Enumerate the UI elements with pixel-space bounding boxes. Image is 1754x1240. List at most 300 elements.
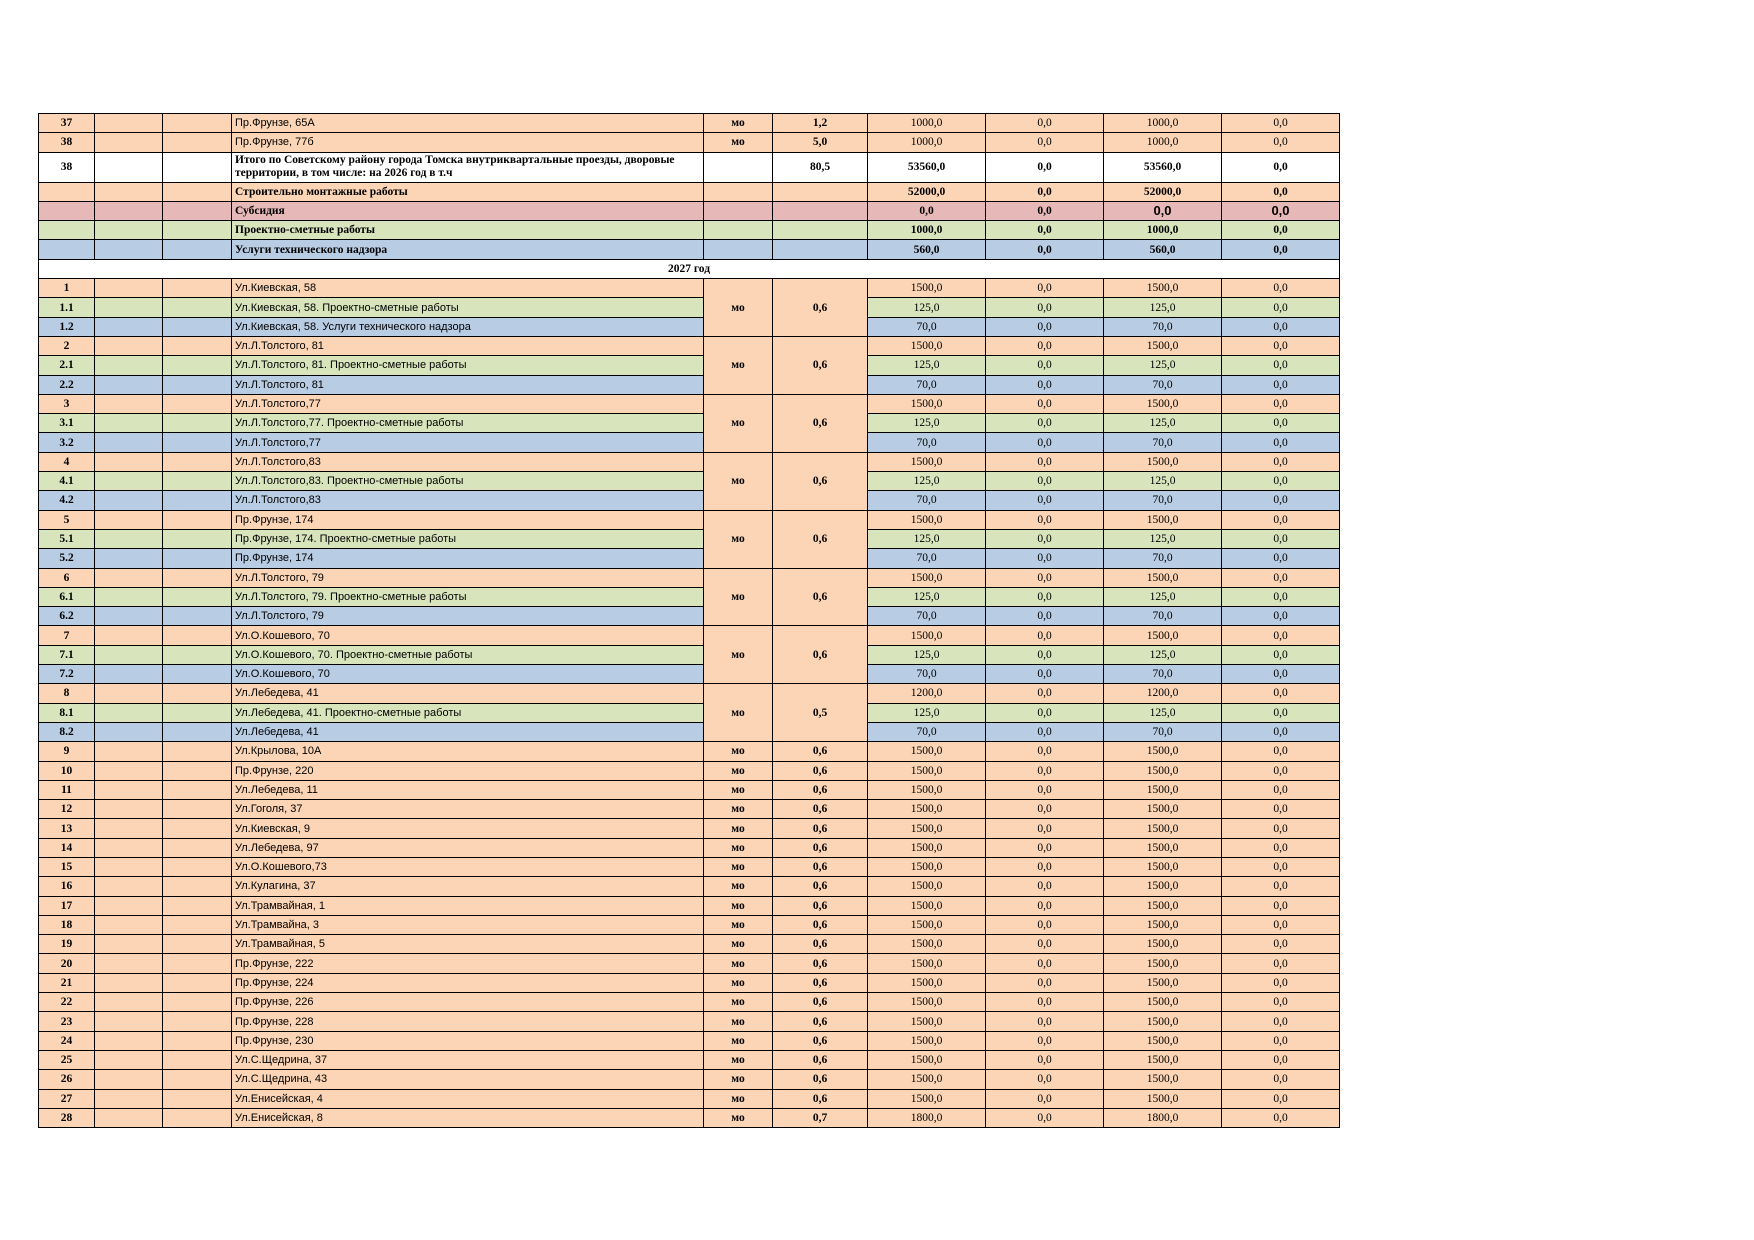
table-row (39, 152, 1340, 182)
unit-cell: мо (704, 954, 773, 973)
other-amount-cell: 0,0 (1222, 857, 1340, 876)
federal-amount-cell: 0,0 (986, 857, 1104, 876)
address-cell: Ул.Трамвайная, 1 (232, 896, 704, 915)
empty-cell-b (163, 915, 232, 934)
other-amount-cell: 0,0 (1222, 1070, 1340, 1089)
row-number-cell: 3.2 (39, 433, 95, 452)
table-row (39, 1012, 1340, 1031)
total-amount-cell: 0,0 (868, 201, 986, 220)
total-amount-cell: 70,0 (868, 433, 986, 452)
total-amount-cell: 1500,0 (868, 1031, 986, 1050)
other-amount-cell: 0,0 (1222, 1012, 1340, 1031)
quantity-cell: 0,6 (773, 993, 868, 1012)
address-cell: Пр.Фрунзе, 224 (232, 973, 704, 992)
table-row (39, 1108, 1340, 1127)
empty-cell-a (95, 954, 163, 973)
total-amount-cell: 125,0 (868, 298, 986, 317)
federal-amount-cell: 0,0 (986, 356, 1104, 375)
federal-amount-cell: 0,0 (986, 722, 1104, 741)
address-cell: Ул.О.Кошевого, 70. Проектно-сметные работы (232, 645, 704, 664)
federal-amount-cell: 0,0 (986, 665, 1104, 684)
empty-cell-a (95, 394, 163, 413)
total-amount-cell: 1500,0 (868, 1012, 986, 1031)
empty-cell-a (95, 240, 163, 259)
address-cell: Ул.О.Кошевого, 70 (232, 626, 704, 645)
unit-cell: мо (704, 800, 773, 819)
unit-cell: мо (704, 394, 773, 452)
local-amount-cell: 70,0 (1104, 491, 1222, 510)
federal-amount-cell: 0,0 (986, 645, 1104, 664)
federal-amount-cell: 0,0 (986, 1108, 1104, 1127)
local-amount-cell: 1500,0 (1104, 993, 1222, 1012)
row-number-cell: 7 (39, 626, 95, 645)
row-number-cell: 38 (39, 152, 95, 182)
row-number-cell: 20 (39, 954, 95, 973)
empty-cell-a (95, 607, 163, 626)
federal-amount-cell: 0,0 (986, 549, 1104, 568)
empty-cell-b (163, 935, 232, 954)
empty-cell-a (95, 857, 163, 876)
row-number-cell: 1.2 (39, 317, 95, 336)
empty-cell-a (95, 1089, 163, 1108)
row-number-cell: 18 (39, 915, 95, 934)
unit-cell: мо (704, 1012, 773, 1031)
row-number-cell: 13 (39, 819, 95, 838)
other-amount-cell: 0,0 (1222, 838, 1340, 857)
empty-cell-b (163, 857, 232, 876)
federal-amount-cell: 0,0 (986, 152, 1104, 182)
other-amount-cell: 0,0 (1222, 414, 1340, 433)
table-row (39, 1031, 1340, 1050)
federal-amount-cell: 0,0 (986, 1089, 1104, 1108)
row-number-cell: 15 (39, 857, 95, 876)
table-row (39, 568, 1340, 587)
table-row (39, 491, 1340, 510)
federal-amount-cell: 0,0 (986, 587, 1104, 606)
total-amount-cell: 1000,0 (868, 221, 986, 240)
empty-cell-b (163, 800, 232, 819)
quantity-cell: 0,6 (773, 838, 868, 857)
total-amount-cell: 125,0 (868, 414, 986, 433)
row-number-cell: 25 (39, 1050, 95, 1069)
row-number-cell: 6.2 (39, 607, 95, 626)
other-amount-cell: 0,0 (1222, 954, 1340, 973)
quantity-cell: 0,6 (773, 857, 868, 876)
quantity-cell: 0,6 (773, 954, 868, 973)
total-amount-cell: 1500,0 (868, 800, 986, 819)
other-amount-cell: 0,0 (1222, 298, 1340, 317)
row-number-cell: 3.1 (39, 414, 95, 433)
table-row (39, 993, 1340, 1012)
local-amount-cell: 125,0 (1104, 587, 1222, 606)
empty-cell-a (95, 703, 163, 722)
federal-amount-cell: 0,0 (986, 491, 1104, 510)
federal-amount-cell: 0,0 (986, 1031, 1104, 1050)
unit-cell (704, 152, 773, 182)
federal-amount-cell: 0,0 (986, 472, 1104, 491)
quantity-cell (773, 201, 868, 220)
unit-cell: мо (704, 336, 773, 394)
other-amount-cell: 0,0 (1222, 780, 1340, 799)
federal-amount-cell: 0,0 (986, 993, 1104, 1012)
local-amount-cell: 1500,0 (1104, 742, 1222, 761)
empty-cell-b (163, 414, 232, 433)
empty-cell-b (163, 201, 232, 220)
empty-cell-b (163, 568, 232, 587)
empty-cell-b (163, 896, 232, 915)
empty-cell-a (95, 529, 163, 548)
local-amount-cell: 70,0 (1104, 722, 1222, 741)
empty-cell-b (163, 182, 232, 201)
address-cell: Ул.Енисейская, 4 (232, 1089, 704, 1108)
empty-cell-b (163, 133, 232, 152)
other-amount-cell: 0,0 (1222, 510, 1340, 529)
unit-cell: мо (704, 510, 773, 568)
local-amount-cell: 52000,0 (1104, 182, 1222, 201)
empty-cell-b (163, 240, 232, 259)
unit-cell: мо (704, 626, 773, 684)
other-amount-cell: 0,0 (1222, 665, 1340, 684)
empty-cell-a (95, 182, 163, 201)
empty-cell-b (163, 433, 232, 452)
address-cell: Проектно-сметные работы (232, 221, 704, 240)
local-amount-cell: 1500,0 (1104, 336, 1222, 355)
table-row (39, 819, 1340, 838)
total-amount-cell: 70,0 (868, 722, 986, 741)
quantity-cell: 0,6 (773, 1012, 868, 1031)
total-amount-cell: 70,0 (868, 549, 986, 568)
local-amount-cell: 125,0 (1104, 529, 1222, 548)
row-number-cell: 3 (39, 394, 95, 413)
empty-cell-b (163, 722, 232, 741)
federal-amount-cell: 0,0 (986, 452, 1104, 471)
table-row (39, 510, 1340, 529)
local-amount-cell: 1500,0 (1104, 1089, 1222, 1108)
local-amount-cell: 1500,0 (1104, 452, 1222, 471)
table-row (39, 626, 1340, 645)
row-number-cell: 2.2 (39, 375, 95, 394)
local-amount-cell: 1000,0 (1104, 133, 1222, 152)
empty-cell-b (163, 1031, 232, 1050)
table-row (39, 452, 1340, 471)
total-amount-cell: 1500,0 (868, 626, 986, 645)
unit-cell: мо (704, 1089, 773, 1108)
empty-cell-b (163, 780, 232, 799)
other-amount-cell: 0,0 (1222, 452, 1340, 471)
other-amount-cell: 0,0 (1222, 279, 1340, 298)
federal-amount-cell: 0,0 (986, 414, 1104, 433)
federal-amount-cell: 0,0 (986, 510, 1104, 529)
row-number-cell: 5 (39, 510, 95, 529)
other-amount-cell: 0,0 (1222, 152, 1340, 182)
address-cell: Ул.Л.Толстого,77 (232, 394, 704, 413)
total-amount-cell: 1500,0 (868, 973, 986, 992)
quantity-cell: 0,6 (773, 336, 868, 394)
table-row (39, 896, 1340, 915)
total-amount-cell: 125,0 (868, 356, 986, 375)
quantity-cell: 0,6 (773, 394, 868, 452)
empty-cell-b (163, 993, 232, 1012)
empty-cell-b (163, 491, 232, 510)
row-number-cell: 27 (39, 1089, 95, 1108)
table-row (39, 375, 1340, 394)
empty-cell-a (95, 133, 163, 152)
local-amount-cell: 1500,0 (1104, 1050, 1222, 1069)
federal-amount-cell: 0,0 (986, 133, 1104, 152)
other-amount-cell: 0,0 (1222, 819, 1340, 838)
federal-amount-cell: 0,0 (986, 1070, 1104, 1089)
quantity-cell: 0,6 (773, 742, 868, 761)
empty-cell-b (163, 510, 232, 529)
address-cell: Ул.Л.Толстого,83 (232, 491, 704, 510)
empty-cell-b (163, 819, 232, 838)
quantity-cell: 0,6 (773, 877, 868, 896)
empty-cell-a (95, 549, 163, 568)
federal-amount-cell: 0,0 (986, 896, 1104, 915)
table-row (39, 114, 1340, 133)
empty-cell-a (95, 317, 163, 336)
address-cell: Ул.О.Кошевого, 70 (232, 665, 704, 684)
other-amount-cell: 0,0 (1222, 529, 1340, 548)
other-amount-cell: 0,0 (1222, 240, 1340, 259)
quantity-cell: 0,7 (773, 1108, 868, 1127)
total-amount-cell: 1500,0 (868, 742, 986, 761)
other-amount-cell: 0,0 (1222, 587, 1340, 606)
local-amount-cell: 125,0 (1104, 645, 1222, 664)
row-number-cell: 9 (39, 742, 95, 761)
local-amount-cell: 1500,0 (1104, 279, 1222, 298)
address-cell: Ул.Кулагина, 37 (232, 877, 704, 896)
total-amount-cell: 70,0 (868, 491, 986, 510)
federal-amount-cell: 0,0 (986, 954, 1104, 973)
address-cell: Ул.Л.Толстого, 81. Проектно-сметные работы (232, 356, 704, 375)
total-amount-cell: 1200,0 (868, 684, 986, 703)
empty-cell-a (95, 645, 163, 664)
table-row (39, 665, 1340, 684)
empty-cell-b (163, 838, 232, 857)
local-amount-cell: 1200,0 (1104, 684, 1222, 703)
address-cell: Ул.Гоголя, 37 (232, 800, 704, 819)
federal-amount-cell: 0,0 (986, 703, 1104, 722)
row-number-cell: 8 (39, 684, 95, 703)
local-amount-cell: 1000,0 (1104, 221, 1222, 240)
address-cell: Ул.Лебедева, 11 (232, 780, 704, 799)
address-cell: Пр.Фрунзе, 174 (232, 510, 704, 529)
address-cell: Ул.Киевская, 9 (232, 819, 704, 838)
total-amount-cell: 70,0 (868, 317, 986, 336)
table-row (39, 201, 1340, 220)
table-row (39, 645, 1340, 664)
empty-cell-a (95, 819, 163, 838)
row-number-cell: 6 (39, 568, 95, 587)
empty-cell-a (95, 761, 163, 780)
local-amount-cell: 1500,0 (1104, 780, 1222, 799)
row-number-cell: 4.1 (39, 472, 95, 491)
other-amount-cell: 0,0 (1222, 336, 1340, 355)
federal-amount-cell: 0,0 (986, 529, 1104, 548)
row-number-cell: 4.2 (39, 491, 95, 510)
table-row (39, 317, 1340, 336)
total-amount-cell: 70,0 (868, 665, 986, 684)
row-number-cell: 8.2 (39, 722, 95, 741)
address-cell: Пр.Фрунзе, 174 (232, 549, 704, 568)
address-cell: Пр.Фрунзе, 226 (232, 993, 704, 1012)
address-cell: Ул.Лебедева, 41. Проектно-сметные работы (232, 703, 704, 722)
local-amount-cell: 1500,0 (1104, 1012, 1222, 1031)
unit-cell: мо (704, 1050, 773, 1069)
table-row (39, 394, 1340, 413)
other-amount-cell: 0,0 (1222, 317, 1340, 336)
federal-amount-cell: 0,0 (986, 780, 1104, 799)
federal-amount-cell: 0,0 (986, 240, 1104, 259)
local-amount-cell: 70,0 (1104, 607, 1222, 626)
total-amount-cell: 1500,0 (868, 915, 986, 934)
empty-cell-a (95, 491, 163, 510)
empty-cell-b (163, 375, 232, 394)
empty-cell-a (95, 665, 163, 684)
row-number-cell: 7.2 (39, 665, 95, 684)
address-cell: Строительно монтажные работы (232, 182, 704, 201)
local-amount-cell: 1500,0 (1104, 626, 1222, 645)
row-number-cell (39, 201, 95, 220)
other-amount-cell: 0,0 (1222, 394, 1340, 413)
total-amount-cell: 1500,0 (868, 954, 986, 973)
row-number-cell: 4 (39, 452, 95, 471)
other-amount-cell: 0,0 (1222, 896, 1340, 915)
quantity-cell: 0,6 (773, 1089, 868, 1108)
total-amount-cell: 1500,0 (868, 568, 986, 587)
empty-cell-a (95, 915, 163, 934)
empty-cell-b (163, 1050, 232, 1069)
other-amount-cell: 0,0 (1222, 607, 1340, 626)
local-amount-cell: 1500,0 (1104, 857, 1222, 876)
table-row (39, 279, 1340, 298)
empty-cell-a (95, 375, 163, 394)
total-amount-cell: 1500,0 (868, 394, 986, 413)
federal-amount-cell: 0,0 (986, 935, 1104, 954)
other-amount-cell: 0,0 (1222, 626, 1340, 645)
table-row (39, 780, 1340, 799)
empty-cell-b (163, 298, 232, 317)
federal-amount-cell: 0,0 (986, 684, 1104, 703)
unit-cell: мо (704, 1108, 773, 1127)
row-number-cell: 26 (39, 1070, 95, 1089)
unit-cell: мо (704, 780, 773, 799)
other-amount-cell: 0,0 (1222, 221, 1340, 240)
federal-amount-cell: 0,0 (986, 201, 1104, 220)
federal-amount-cell: 0,0 (986, 800, 1104, 819)
other-amount-cell: 0,0 (1222, 800, 1340, 819)
quantity-cell (773, 221, 868, 240)
table-row (39, 973, 1340, 992)
address-cell: Пр.Фрунзе, 222 (232, 954, 704, 973)
quantity-cell (773, 240, 868, 259)
other-amount-cell: 0,0 (1222, 935, 1340, 954)
table-row (39, 915, 1340, 934)
row-number-cell: 37 (39, 114, 95, 133)
other-amount-cell: 0,0 (1222, 433, 1340, 452)
total-amount-cell: 1500,0 (868, 857, 986, 876)
table-row (39, 298, 1340, 317)
empty-cell-b (163, 394, 232, 413)
federal-amount-cell: 0,0 (986, 375, 1104, 394)
empty-cell-b (163, 703, 232, 722)
address-cell: Ул.Крылова, 10А (232, 742, 704, 761)
local-amount-cell: 70,0 (1104, 665, 1222, 684)
table-row (39, 935, 1340, 954)
federal-amount-cell: 0,0 (986, 607, 1104, 626)
table-row (39, 684, 1340, 703)
total-amount-cell: 1500,0 (868, 877, 986, 896)
row-number-cell: 2 (39, 336, 95, 355)
other-amount-cell: 0,0 (1222, 645, 1340, 664)
other-amount-cell: 0,0 (1222, 1050, 1340, 1069)
local-amount-cell: 1800,0 (1104, 1108, 1222, 1127)
unit-cell: мо (704, 935, 773, 954)
other-amount-cell: 0,0 (1222, 114, 1340, 133)
address-cell: Ул.Л.Толстого, 81 (232, 336, 704, 355)
local-amount-cell: 1500,0 (1104, 819, 1222, 838)
total-amount-cell: 70,0 (868, 607, 986, 626)
local-amount-cell: 1500,0 (1104, 838, 1222, 857)
empty-cell-a (95, 201, 163, 220)
empty-cell-a (95, 722, 163, 741)
empty-cell-a (95, 510, 163, 529)
total-amount-cell: 1000,0 (868, 114, 986, 133)
row-number-cell: 24 (39, 1031, 95, 1050)
quantity-cell: 80,5 (773, 152, 868, 182)
total-amount-cell: 1500,0 (868, 336, 986, 355)
quantity-cell: 0,6 (773, 1050, 868, 1069)
address-cell: Ул.Киевская, 58. Услуги технического надзора (232, 317, 704, 336)
table-row (39, 549, 1340, 568)
empty-cell-a (95, 838, 163, 857)
federal-amount-cell: 0,0 (986, 626, 1104, 645)
empty-cell-b (163, 472, 232, 491)
table-row (39, 1050, 1340, 1069)
local-amount-cell: 125,0 (1104, 414, 1222, 433)
quantity-cell (773, 182, 868, 201)
table-row (39, 1089, 1340, 1108)
empty-cell-a (95, 800, 163, 819)
empty-cell-b (163, 336, 232, 355)
empty-cell-a (95, 1050, 163, 1069)
unit-cell: мо (704, 684, 773, 742)
year-header-row (39, 259, 1340, 278)
local-amount-cell: 1500,0 (1104, 394, 1222, 413)
local-amount-cell: 70,0 (1104, 375, 1222, 394)
federal-amount-cell: 0,0 (986, 838, 1104, 857)
unit-cell: мо (704, 114, 773, 133)
address-cell: Ул.Л.Толстого, 79 (232, 568, 704, 587)
other-amount-cell: 0,0 (1222, 201, 1340, 220)
table-row (39, 800, 1340, 819)
local-amount-cell: 560,0 (1104, 240, 1222, 259)
empty-cell-b (163, 152, 232, 182)
total-amount-cell: 52000,0 (868, 182, 986, 201)
quantity-cell: 0,6 (773, 800, 868, 819)
total-amount-cell: 1500,0 (868, 510, 986, 529)
local-amount-cell: 1500,0 (1104, 1031, 1222, 1050)
federal-amount-cell: 0,0 (986, 394, 1104, 413)
empty-cell-b (163, 877, 232, 896)
federal-amount-cell: 0,0 (986, 433, 1104, 452)
quantity-cell: 0,6 (773, 279, 868, 337)
unit-cell: мо (704, 973, 773, 992)
table-row (39, 838, 1340, 857)
unit-cell: мо (704, 896, 773, 915)
table-row (39, 240, 1340, 259)
